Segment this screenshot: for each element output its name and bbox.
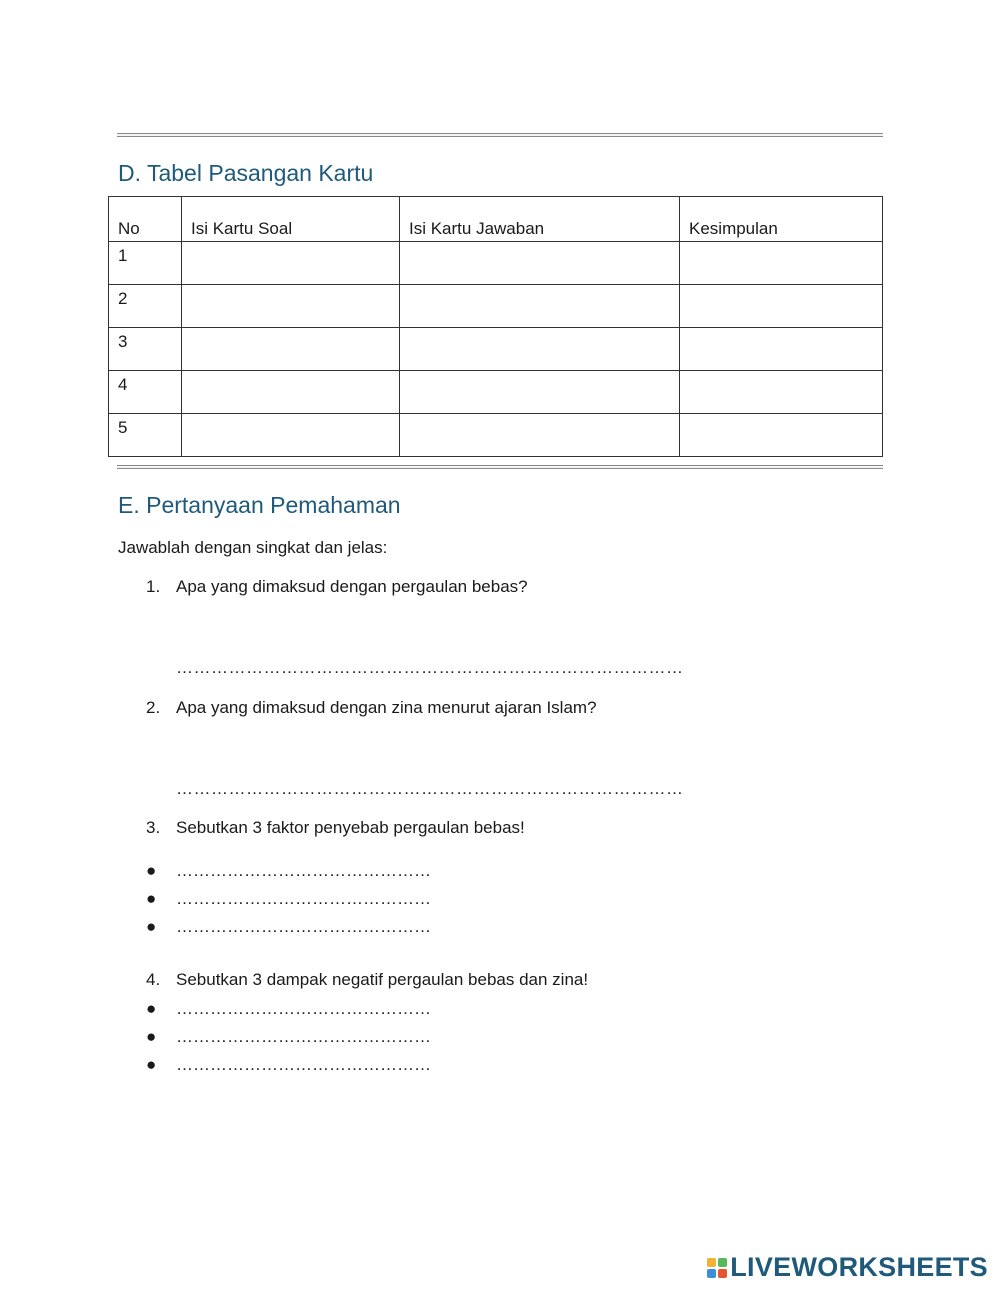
row-number: 1 bbox=[109, 242, 182, 285]
jawaban-cell[interactable] bbox=[400, 242, 680, 285]
question-number: 3. bbox=[146, 818, 161, 837]
question-number: 4. bbox=[146, 970, 161, 989]
question-text: Sebutkan 3 dampak negatif pergaulan bebas dan zina! bbox=[176, 970, 589, 989]
kesimpulan-cell[interactable] bbox=[680, 242, 883, 285]
answer-dots: ……………………………………… bbox=[176, 861, 431, 880]
logo-text: LIVEWORKSHEETS bbox=[730, 1252, 988, 1282]
answer-dots: ……………………………………… bbox=[176, 1027, 431, 1046]
header-kesimpulan: Kesimpulan bbox=[680, 197, 883, 242]
answer-bullet[interactable] bbox=[146, 917, 431, 937]
question-4 bbox=[146, 970, 588, 990]
header-isi-kartu-jawaban: Isi Kartu Jawaban bbox=[400, 197, 680, 242]
question-1 bbox=[146, 577, 528, 597]
soal-cell[interactable] bbox=[182, 371, 400, 414]
bullet-icon: ● bbox=[146, 1055, 157, 1074]
question-text: Apa yang dimaksud dengan zina menurut ajaran Islam? bbox=[176, 698, 597, 717]
answer-dots: ……………………………………… bbox=[176, 889, 431, 908]
table-row bbox=[109, 285, 883, 328]
kesimpulan-cell[interactable] bbox=[680, 414, 883, 457]
header-isi-kartu-soal: Isi Kartu Soal bbox=[182, 197, 400, 242]
question-3 bbox=[146, 818, 525, 838]
card-pairs-table bbox=[108, 196, 883, 457]
table-row bbox=[109, 242, 883, 285]
jawaban-cell[interactable] bbox=[400, 371, 680, 414]
answer-dots: ……………………………………… bbox=[176, 1055, 431, 1074]
soal-cell[interactable] bbox=[182, 414, 400, 457]
bullet-icon: ● bbox=[146, 917, 157, 936]
top-divider bbox=[117, 133, 883, 137]
logo-icon bbox=[707, 1258, 727, 1278]
instructions-text: Jawablah dengan singkat dan jelas: bbox=[118, 538, 388, 557]
answer-bullet[interactable] bbox=[146, 1027, 431, 1047]
soal-cell[interactable] bbox=[182, 285, 400, 328]
row-number: 2 bbox=[109, 285, 182, 328]
answer-bullet[interactable] bbox=[146, 999, 431, 1019]
jawaban-cell[interactable] bbox=[400, 328, 680, 371]
question-number: 2. bbox=[146, 698, 161, 717]
question-2 bbox=[146, 698, 597, 718]
header-no: No bbox=[109, 197, 182, 242]
answer-bullet[interactable] bbox=[146, 889, 431, 909]
jawaban-cell[interactable] bbox=[400, 285, 680, 328]
table-header-row bbox=[109, 197, 883, 242]
section-e-heading: E. Pertanyaan Pemahaman bbox=[118, 492, 401, 518]
answer-line-2[interactable]: …………………………………………………………………………… bbox=[176, 779, 684, 798]
bullet-icon: ● bbox=[146, 889, 157, 908]
bullet-icon: ● bbox=[146, 861, 157, 880]
bullet-icon: ● bbox=[146, 999, 157, 1018]
question-text: Apa yang dimaksud dengan pergaulan bebas? bbox=[176, 577, 528, 596]
liveworksheets-logo bbox=[707, 1252, 988, 1283]
bullet-icon: ● bbox=[146, 1027, 157, 1046]
kesimpulan-cell[interactable] bbox=[680, 328, 883, 371]
kesimpulan-cell[interactable] bbox=[680, 285, 883, 328]
question-text: Sebutkan 3 faktor penyebab pergaulan bebas! bbox=[176, 818, 525, 837]
section-d-heading: D. Tabel Pasangan Kartu bbox=[118, 160, 374, 186]
answer-dots: ……………………………………… bbox=[176, 917, 431, 936]
soal-cell[interactable] bbox=[182, 242, 400, 285]
table-row bbox=[109, 371, 883, 414]
row-number: 5 bbox=[109, 414, 182, 457]
table-row bbox=[109, 414, 883, 457]
answer-bullet[interactable] bbox=[146, 861, 431, 881]
row-number: 4 bbox=[109, 371, 182, 414]
answer-bullet[interactable] bbox=[146, 1055, 431, 1075]
row-number: 3 bbox=[109, 328, 182, 371]
answer-line-1[interactable]: …………………………………………………………………………… bbox=[176, 658, 684, 677]
table-row bbox=[109, 328, 883, 371]
question-number: 1. bbox=[146, 577, 161, 596]
middle-divider bbox=[117, 465, 883, 469]
soal-cell[interactable] bbox=[182, 328, 400, 371]
answer-dots: ……………………………………… bbox=[176, 999, 431, 1018]
kesimpulan-cell[interactable] bbox=[680, 371, 883, 414]
jawaban-cell[interactable] bbox=[400, 414, 680, 457]
